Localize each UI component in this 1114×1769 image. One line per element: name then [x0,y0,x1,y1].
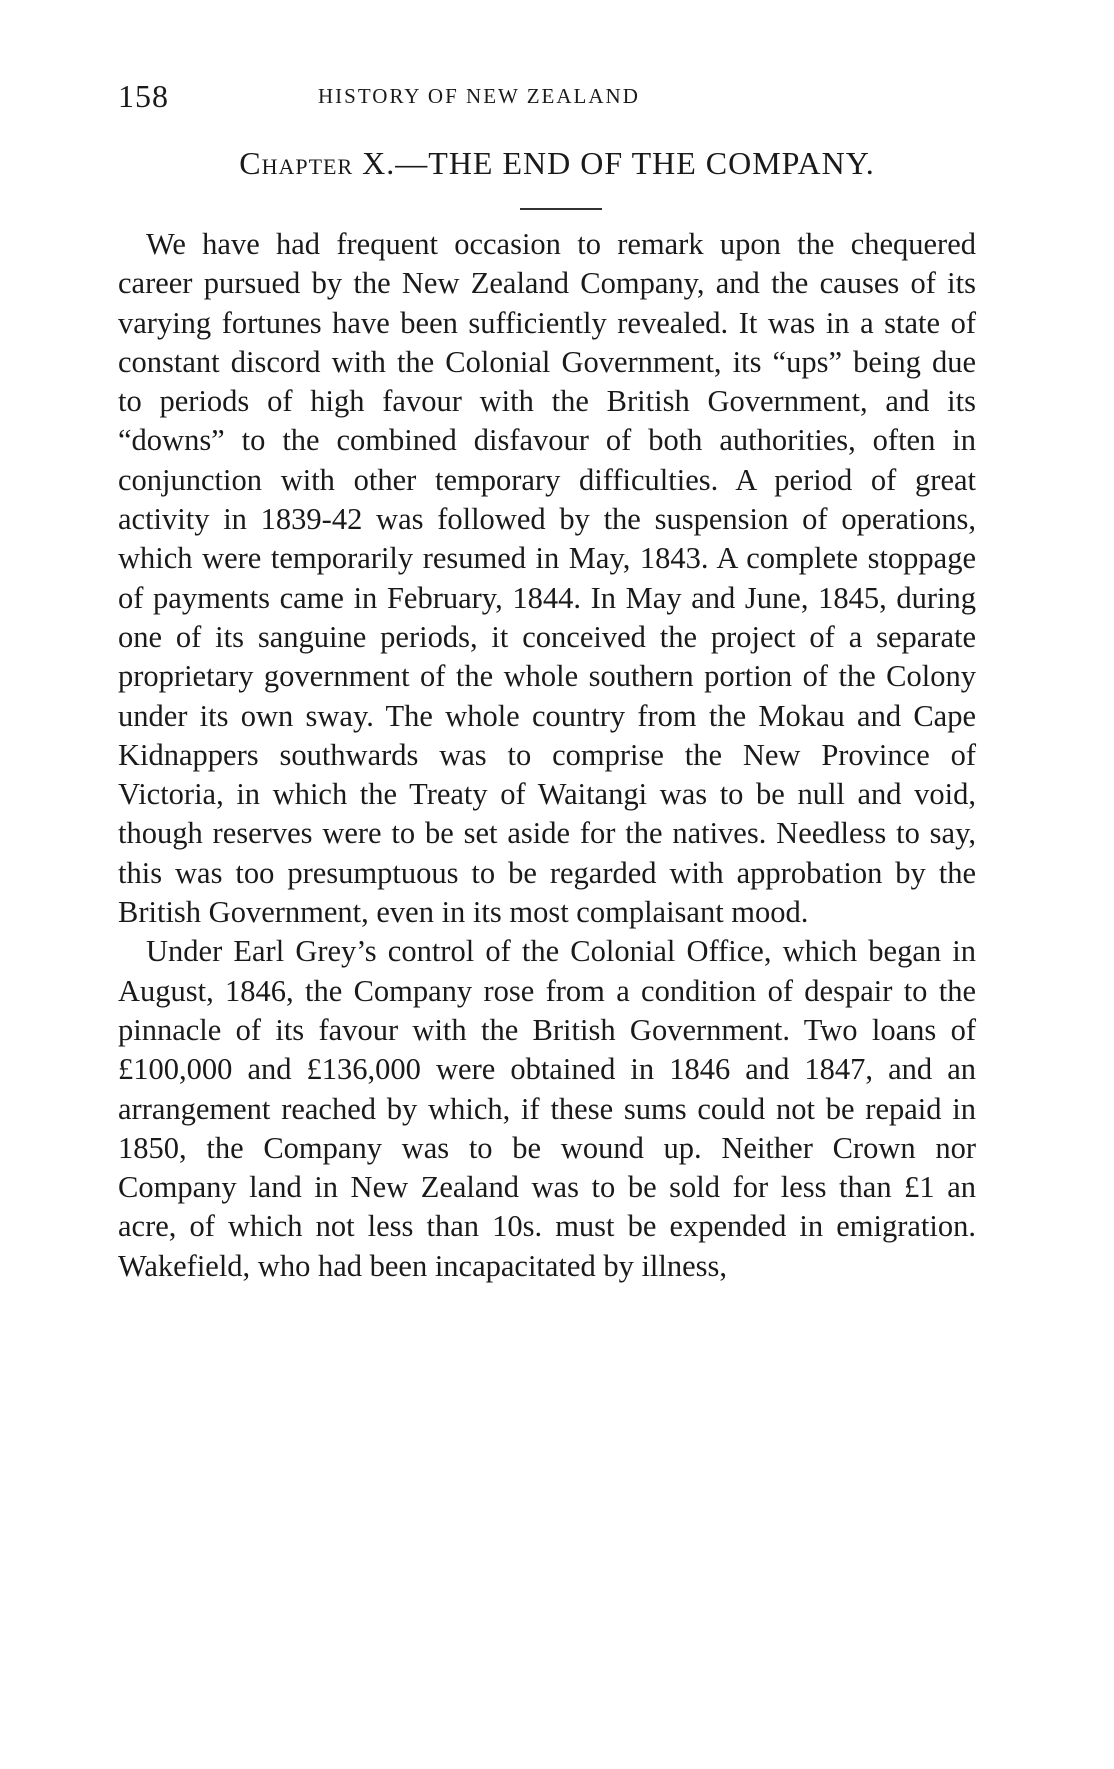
running-head [118,78,976,118]
chapter-body [118,225,976,1286]
running-title: HISTORY OF NEW ZEALAND [318,84,640,108]
chapter-heading [0,145,1114,182]
paragraph: We have had frequent occasion to remark upon the chequered career pursued by the New Zealand Company, and the causes of its varying fortunes have been sufficiently revealed. It was in a state of constant discord with the Colonial Government, its “ups” being due to periods of high favour with the British Government, and its “downs” to the combined disfavour of both authorities, often in conjunction with other temporary difficulties. A period of great activity in 1839-42 was followed by the suspension of operations, which were temporarily resumed in May, 1843. A complete stoppage of payments came in February, 1844. In May and June, 1845, during one of its sanguine periods, it conceived the project of a separate proprietary government of the whole southern portion of the Colony under its own sway. The whole country from the Mokau and Cape Kidnappers southwards was to comprise the New Province of Victoria, in which the Treaty of Waitangi was to be null and void, though reserves were to be set aside for the natives. Needless to say, this was too presumptuous to be regarded with approbation by the British Government, even in its most complaisant mood. [118,227,976,930]
page-number: 158 [118,78,169,114]
chapter-divider [520,208,602,210]
chapter-title: —THE END OF THE COMPANY. [395,145,875,181]
chapter-label: Chapter X. [239,145,396,181]
paragraph: Under Earl Grey’s control of the Colonial Office, which began in August, 1846, the Company rose from a condition of despair to the pinnacle of its favour with the British Government. Two loans of £100,000 and £136,000 were obtained in 1846 and 1847, and an arrangement reached by which, if these sums could not be repaid in 1850, the Company was to be wound up. Neither Crown nor Company land in New Zealand was to be sold for less than £1 an acre, of which not less than 10s. must be expended in emigration. Wakefield, who had been incapacitated by illness, [118,934,976,1283]
